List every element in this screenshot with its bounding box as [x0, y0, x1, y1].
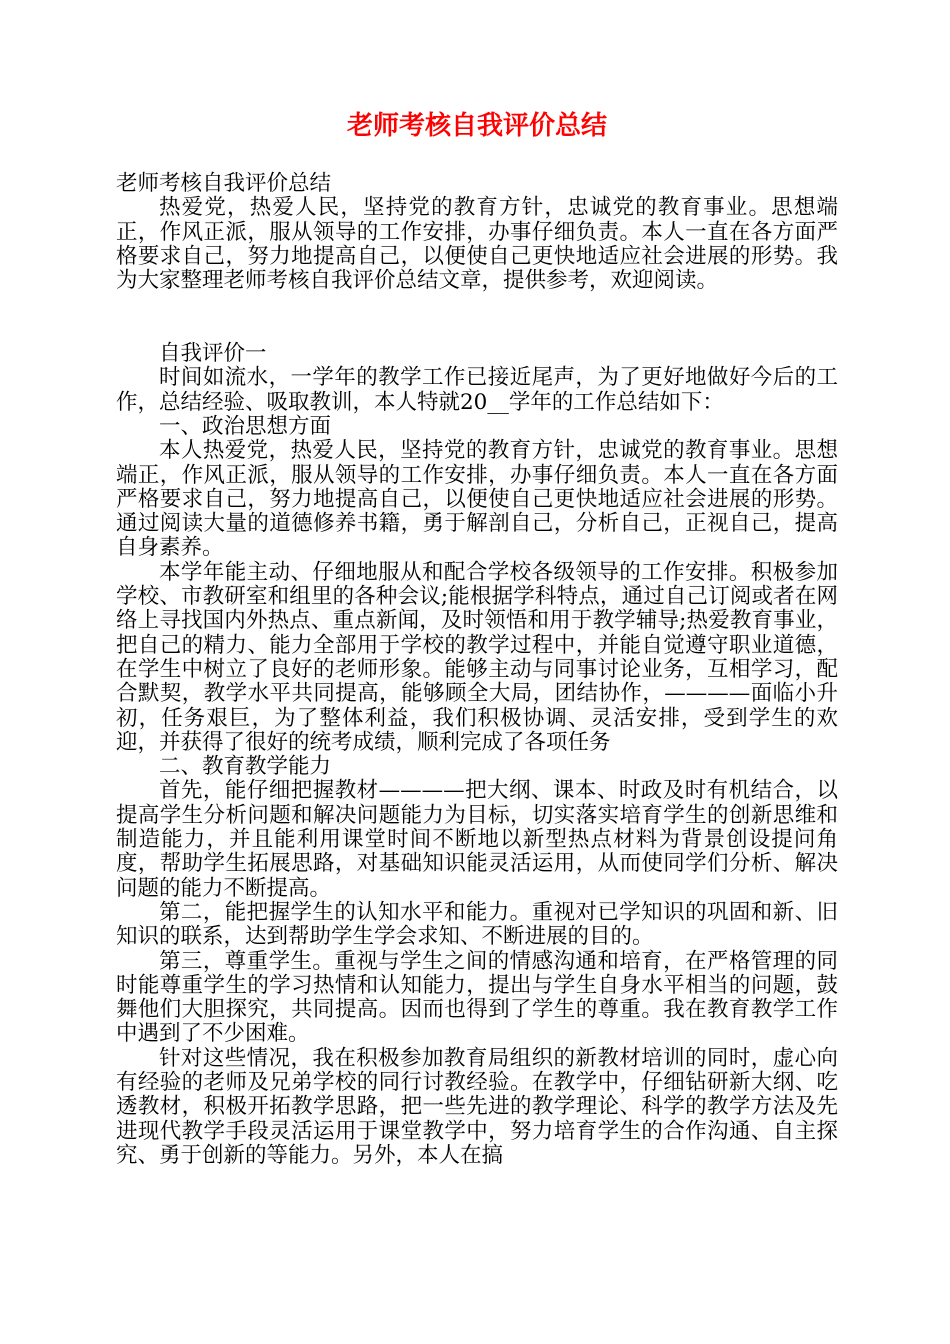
paragraph-first: 首先，能仔细把握教材————把大纲、课本、时政及时有机结合，以提高学生分析问题和解决问题能力为目标，切实落实培育学生的创新思维和制造能力，并且能利用课堂时间不断地以新型热点材料为背景创设提问角度，帮助学生拓展思路，对基础知识能灵活运用，从而使同学们分析、解决问题的能力不断提高。 — [116, 778, 838, 901]
paragraph-political: 本人热爱党，热爱人民，坚持党的教育方针，忠诚党的教育事业。思想端正，作风正派，服从领导的工作安排，办事仔细负责。本人一直在各方面严格要求自己，努力地提高自己，以便使自己更快地适应社会进展的形势。通过阅读大量的道德修养书籍，勇于解剖自己，分析自己，正视自己，提高自身素养。 — [116, 438, 838, 561]
section-heading-teaching-ability: 二、教育教学能力 — [159, 754, 332, 780]
document-title: 老师考核自我评价总结 — [346, 111, 607, 141]
paragraph-third: 第三，尊重学生。重视与学生之间的情感沟通和培育，在严格管理的同时能尊重学生的学习热情和认知能力，提出与学生自身水平相当的问题，鼓舞他们大胆探究，共同提高。因而也得到了学生的尊重。我在教育教学工作中遇到了不少困难。 — [116, 948, 838, 1047]
paragraph-opening: 时间如流水，一学年的教学工作已接近尾声，为了更好地做好今后的工作，总结经验、吸取教训，本人特就20__学年的工作总结如下： — [116, 365, 838, 415]
section-heading-self-evaluation-one: 自我评价一 — [159, 341, 267, 367]
paragraph-work-arrangement: 本学年能主动、仔细地服从和配合学校各级领导的工作安排。积极参加学校、市教研室和组里的各种会议;能根据学科特点，通过自己订阅或者在网络上寻找国内外热点、重点新闻，及时领悟和用于教学辅导;热爱教育事业，把自己的精力、能力全部用于学校的教学过程中，并能自觉遵守职业道德，在学生中树立了良好的老师形象。能够主动与同事讨论业务，互相学习，配合默契，教学水平共同提高，能够顾全大局，团结协作，————面临小升初，任务艰巨，为了整体利益，我们积极协调、灵活安排，受到学生的欢迎，并获得了很好的统考成绩，顺利完成了各项任务 — [116, 559, 838, 755]
section-heading-political: 一、政治思想方面 — [159, 413, 332, 439]
paragraph-spacer — [116, 293, 838, 342]
paragraph-heading: 老师考核自我评价总结 — [116, 171, 332, 196]
paragraph-second: 第二，能把握学生的认知水平和能力。重视对已学知识的巩固和新、旧知识的联系，达到帮助学生学会求知、不断进展的目的。 — [116, 899, 838, 950]
paragraph-response: 针对这些情况，我在积极参加教育局组织的新教材培训的同时，虚心向有经验的老师及兄弟学校的同行讨教经验。在教学中，仔细钻研新大纲、吃透教材，积极开拓教学思路，把一些先进的教学理论、科学的教学方法及先进现代教学手段灵活运用于课堂教学中，努力培育学生的合作沟通、自主探究、勇于创新的等能力。另外，本人在搞 — [116, 1045, 838, 1168]
paragraph-intro: 热爱党，热爱人民，坚持党的教育方针，忠诚党的教育事业。思想端正，作风正派，服从领导的工作安排，办事仔细负责。本人一直在各方面严格要求自己，努力地提高自己，以便使自己更快地适应社会进展的形势。我为大家整理老师考核自我评价总结文章，提供参考，欢迎阅读。 — [116, 195, 838, 294]
document-body — [116, 172, 838, 1168]
